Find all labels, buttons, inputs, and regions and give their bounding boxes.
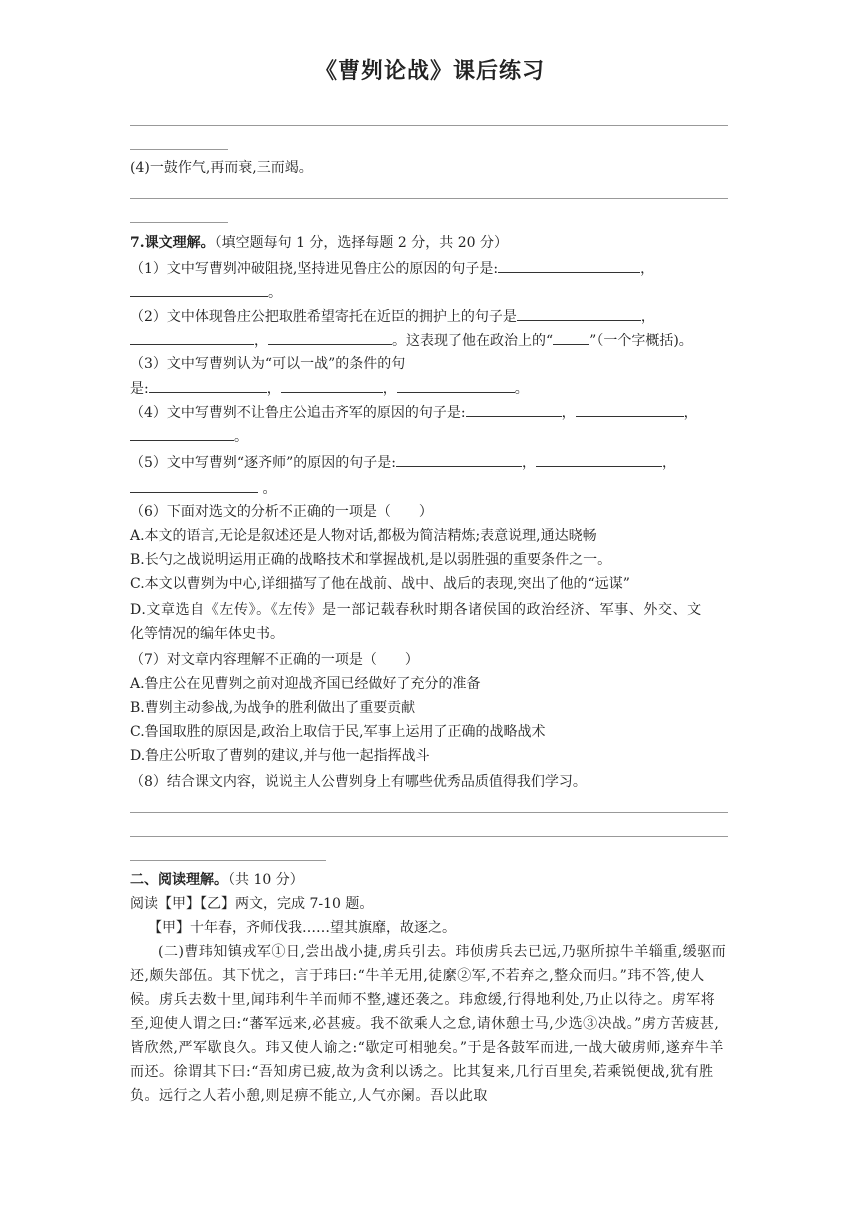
blank[interactable]	[576, 402, 684, 417]
passage-yi: (二)曹玮知镇戎军①日,尝出战小捷,虏兵引去。玮侦虏兵去已远,乃驱所掠牛羊辎重,缓驱而还,颇失部伍。其下忧之，言于玮曰:“牛羊无用,徒縻②军,不若弃之,整众而归。”玮不答,使人候。虏兵去数十里,闻玮利牛羊而师不整,遽还袭之。玮愈缓,行得地利处,乃止以待之。虏军将至,迎使人谓之曰:“蕃军远来,必甚疲。我不欲乘人之怠,请休憩士马,少选③决战。”虏方苦疲甚,皆欣然,严军歇良久。玮又使人谕之:“歇定可相驰矣。”于是各鼓军而进,一战大破虏师,遂弃牛羊而还。徐谓其下曰:“吾知虏已疲,故为贪利以诱之。比其复来,几行百里矣,若乘锐便战,犹有胜负。远行之人若小憩,则足痹不能立,人气亦阑。吾以此取	[130, 944, 727, 1104]
blank[interactable]	[268, 330, 392, 345]
question-4-text: (4)一鼓作气,再而衰,三而竭。	[130, 160, 313, 176]
q7-7-option-a[interactable]: A.鲁庄公在见曹刿之前对迎战齐国已经做好了充分的准备	[130, 676, 481, 692]
section-7-heading	[130, 233, 508, 253]
q7-7-option-d[interactable]: D.鲁庄公听取了曹刿的建议,并与他一起指挥战斗	[130, 748, 430, 764]
blank[interactable]	[396, 452, 522, 467]
answer-line-short	[130, 222, 228, 223]
section-2-heading	[130, 870, 304, 890]
answer-line	[130, 836, 728, 837]
q7-6-option-c[interactable]: C.本文以曹刿为中心,详细描写了他在战前、战中、战后的表现,突出了他的“远谋”	[130, 576, 630, 592]
q7-2-text: （2）文中体现鲁庄公把取胜希望寄托在近臣的拥护上的句子是	[130, 309, 517, 325]
q7-2-text-b: 。这表现了他在政治上的“	[392, 333, 554, 349]
blank[interactable]	[149, 378, 267, 393]
answer-line-short	[130, 860, 326, 861]
q7-3-line2: 是: ， ， 。	[130, 378, 529, 399]
section-2-note: （共 10 分）	[228, 872, 304, 888]
q7-6-option-d-cont: 化等情况的编年体史书。	[130, 626, 284, 642]
q7-2-text-c: ”（一个字概括)。	[589, 333, 693, 349]
q7-4-text: （4）文中写曹刿不让鲁庄公追击齐军的原因的句子是:	[130, 405, 466, 421]
q7-2-line2: ， 。这表现了他在政治上的“ ”（一个字概括)。	[130, 330, 693, 351]
q7-2: （2）文中体现鲁庄公把取胜希望寄托在近臣的拥护上的句子是 ，	[130, 306, 655, 327]
blank[interactable]	[130, 282, 268, 297]
q7-3-text-b: 是:	[130, 381, 149, 397]
blank[interactable]	[130, 330, 254, 345]
answer-line	[130, 198, 728, 199]
reading-intro: 阅读【甲】【乙】两文，完成 7-10 题。	[130, 896, 374, 912]
q7-6-option-a[interactable]: A.本文的语言,无论是叙述还是人物对话,都极为简洁精炼;表意说理,通达晓畅	[130, 528, 597, 544]
blank[interactable]	[466, 402, 562, 417]
q7-6-option-d[interactable]: D.文章选自《左传》。《左传》是一部记载春秋时期各诸侯国的政治经济、军事、外交、文	[130, 602, 702, 618]
q7-6: （6）下面对选文的分析不正确的一项是（ ）	[130, 504, 433, 520]
q7-1: （1）文中写曹刿冲破阻挠,坚持进见鲁庄公的原因的句子是: ，	[130, 258, 654, 279]
blank[interactable]	[498, 258, 640, 273]
q7-7-option-b[interactable]: B.曹刿主动参战,为战争的胜利做出了重要贡献	[130, 700, 416, 716]
answer-line	[130, 125, 728, 126]
q7-1-text: （1）文中写曹刿冲破阻挠,坚持进见鲁庄公的原因的句子是:	[130, 261, 499, 277]
blank[interactable]	[553, 330, 589, 345]
answer-line	[130, 812, 728, 813]
q7-3: （3）文中写曹刿认为“可以一战”的条件的句	[130, 356, 406, 372]
q7-5-line2: 。	[130, 478, 276, 499]
q7-6-option-b[interactable]: B.长勺之战说明运用正确的战略技术和掌握战机,是以弱胜强的重要条件之一。	[130, 552, 612, 568]
q7-7-option-c[interactable]: C.鲁国取胜的原因是,政治上取信于民,军事上运用了正确的战略战术	[130, 724, 546, 740]
blank[interactable]	[536, 452, 662, 467]
q7-8: （8）结合课文内容，说说主人公曹刿身上有哪些优秀品质值得我们学习。	[130, 774, 587, 790]
q7-4: （4）文中写曹刿不让鲁庄公追击齐军的原因的句子是: ， ，	[130, 402, 698, 423]
answer-line-short	[130, 149, 228, 150]
q7-4-line2: 。	[130, 426, 248, 447]
passage-jia: 【甲】十年春，齐师伐我……望其旗靡，故逐之。	[148, 920, 456, 936]
section-2-title: 二、阅读理解。	[130, 872, 228, 888]
section-7-title: 7.课文理解。	[130, 235, 215, 251]
q7-7: （7）对文章内容理解不正确的一项是（ ）	[130, 652, 419, 668]
blank[interactable]	[517, 306, 641, 321]
blank[interactable]	[130, 426, 234, 441]
blank[interactable]	[130, 478, 258, 493]
q7-1-line2: 。	[130, 282, 282, 303]
section-7-note: （填空题每句 1 分，选择每题 2 分，共 20 分）	[214, 235, 508, 251]
q7-5: （5）文中写曹刿“逐齐师”的原因的句子是: ， ，	[130, 452, 676, 473]
page-title: 《曹刿论战》课后练习	[314, 58, 545, 84]
blank[interactable]	[397, 378, 515, 393]
q7-5-text: （5）文中写曹刿“逐齐师”的原因的句子是:	[130, 455, 396, 471]
blank[interactable]	[281, 378, 383, 393]
